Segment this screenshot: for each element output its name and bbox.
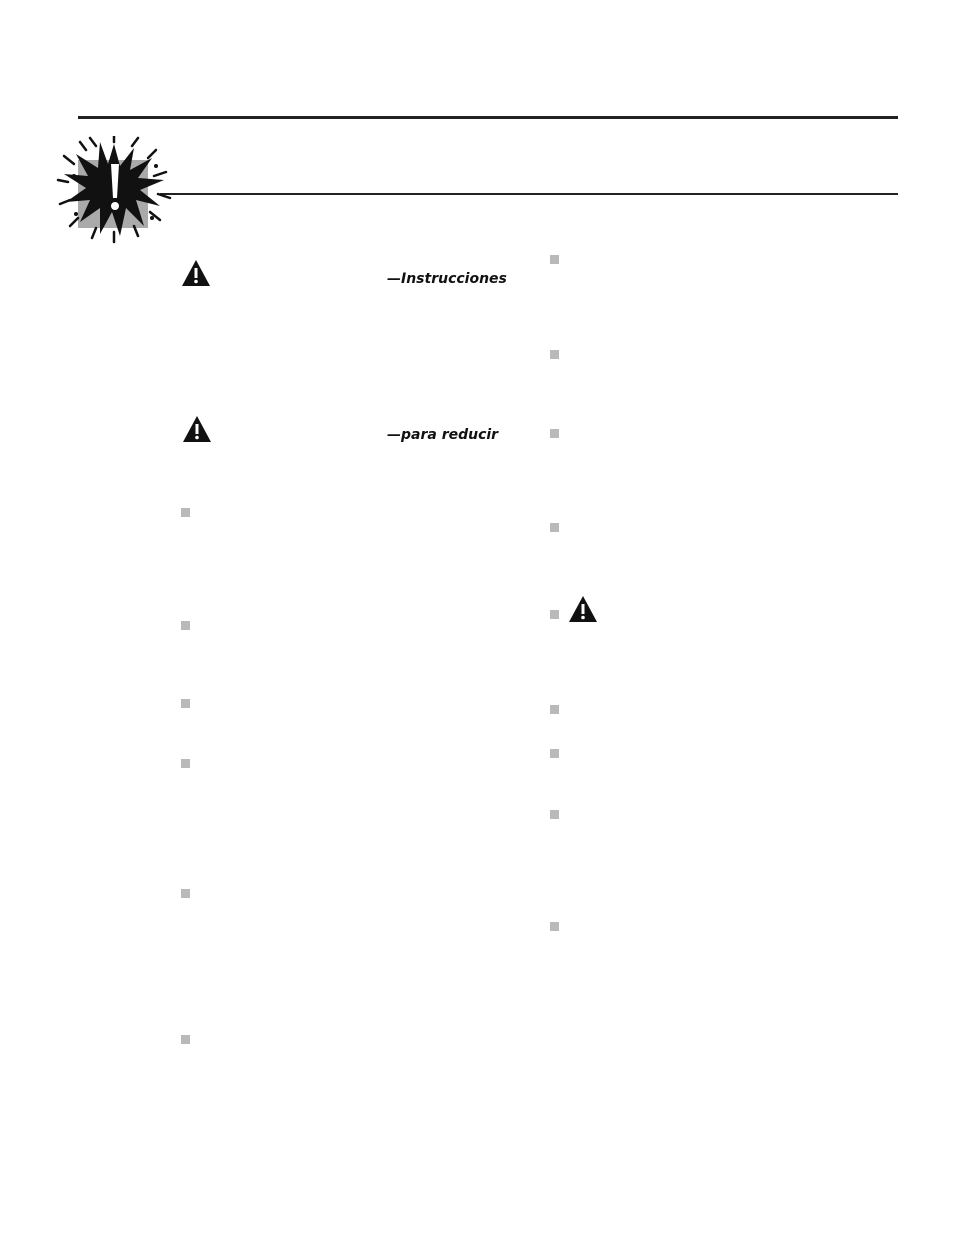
list-bullet (550, 749, 559, 758)
list-bullet (550, 922, 559, 931)
list-bullet (550, 705, 559, 714)
list-bullet (181, 889, 190, 898)
list-bullet (181, 621, 190, 630)
top-rule (78, 116, 898, 119)
list-bullet (550, 429, 559, 438)
list-bullet (181, 759, 190, 768)
warning-triangle-icon (182, 415, 212, 443)
list-bullet (550, 350, 559, 359)
list-bullet (181, 508, 190, 517)
warning-triangle-icon (568, 595, 598, 623)
explosion-exclamation-icon (56, 136, 172, 244)
list-bullet (550, 810, 559, 819)
warning-triangle-icon (181, 259, 211, 287)
warning-1-text: —Instrucciones (387, 271, 507, 287)
header-rule (160, 193, 898, 195)
list-bullet (550, 255, 559, 264)
list-bullet (181, 699, 190, 708)
list-bullet (550, 610, 559, 619)
warning-2-text: —para reducir (387, 427, 499, 443)
list-bullet (550, 523, 559, 532)
list-bullet (181, 1035, 190, 1044)
